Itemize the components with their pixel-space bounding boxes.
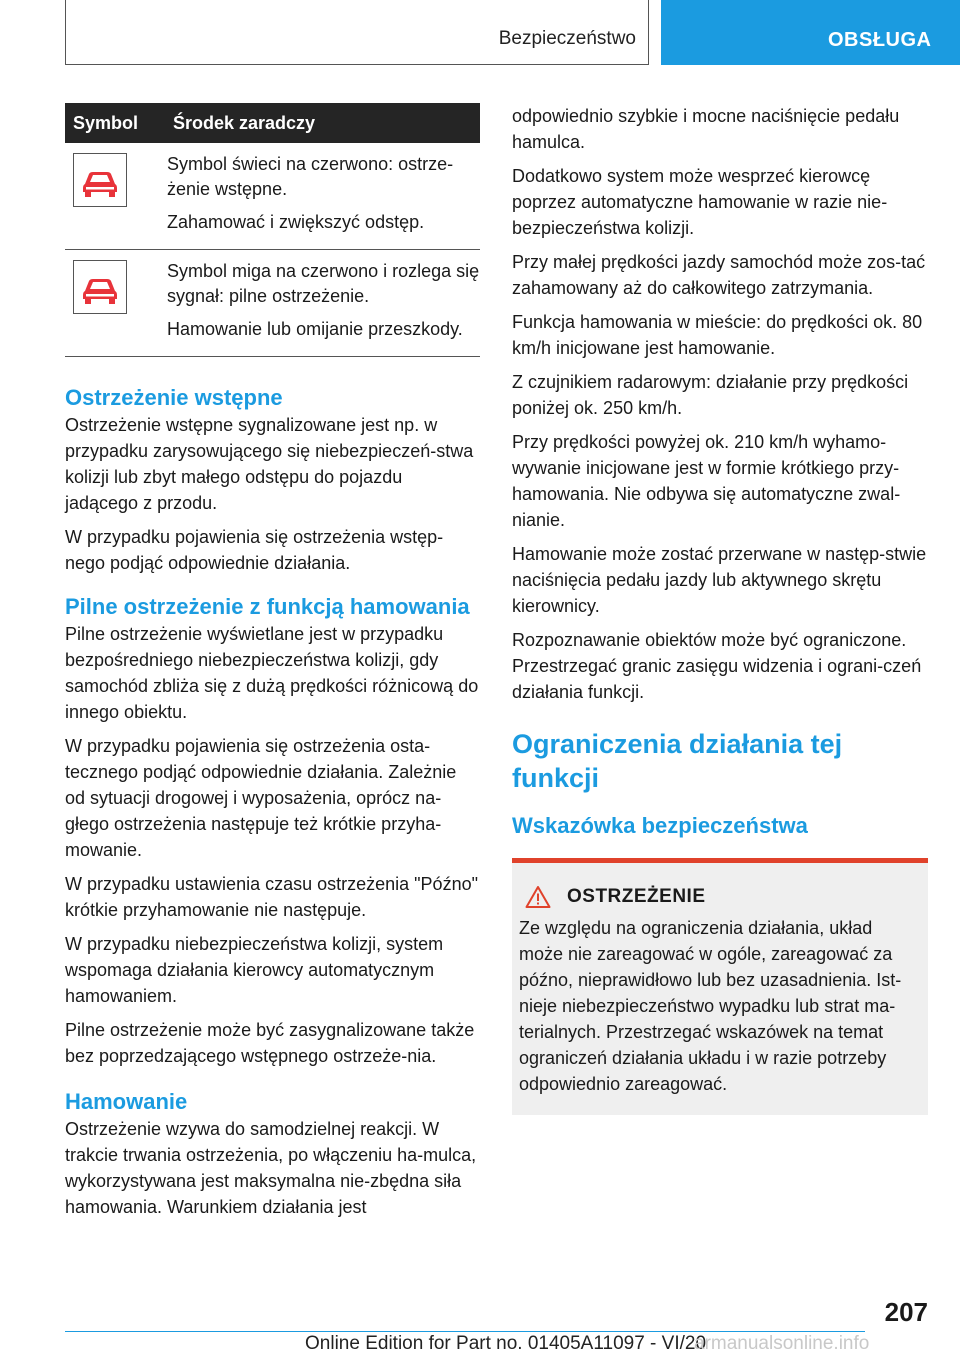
table-cell-action (165, 143, 480, 250)
table-row-text1: Symbol świeci na czerwono: ostrze-żenie wstępne. (167, 154, 454, 199)
table-cell-symbol (65, 143, 165, 250)
table-row-text2: Hamowanie lub omijanie przeszkody. (167, 319, 463, 339)
paragraph: Pilne ostrzeżenie może być zasygnalizowane także bez poprzedzającego wstępnego ostrzeże-nia. (65, 1020, 475, 1066)
table-row (65, 143, 480, 250)
header-section-box (65, 0, 649, 65)
table-row-text1: Symbol miga na czerwono i rozlega się sygnał: pilne ostrzeżenie. (167, 261, 480, 306)
paragraph: W przypadku niebezpieczeństwa kolizji, system wspomaga działania kierowcy automatycznym hamowaniem. (65, 934, 444, 1006)
paragraph: Pilne ostrzeżenie wyświetlane jest w przypadku bezpośredniego niebezpieczeństwa kolizji, gdy samochód zbliża się z dużą prędkości różnicową do innego obiektu. (65, 624, 479, 722)
header-chapter-tab (661, 0, 960, 65)
heading-safety-note: Wskazówka bezpieczeństwa (512, 813, 808, 838)
paragraph: Ostrzeżenie wstępne sygnalizowane jest np. w przypadku zarysowującego się niebezpieczeń-stwa kolizji lub zbyt małego odstępu do pojazdu jadącego z przodu. (65, 415, 474, 513)
paragraph: W przypadku pojawienia się ostrzeżenia wstęp-nego podjąć odpowiednie działania. (65, 527, 444, 573)
right-column (512, 103, 928, 1115)
heading-urgent-warning: Pilne ostrzeżenie z funkcją hamowania (65, 594, 470, 619)
warning-title-row (519, 885, 921, 909)
footer-edition: Online Edition for Part no. 01405A11097 - VI/20 (305, 1333, 707, 1354)
warning-title: OSTRZEŻENIE (567, 886, 706, 907)
paragraph: Dodatkowo system może wesprzeć kierowcę poprzez automatyczne hamowanie w razie nie-bezpieczeństwa kolizji. (512, 166, 888, 238)
symbol-table (65, 103, 480, 357)
paragraph: W przypadku pojawienia się ostrzeżenia osta-tecznego podjąć odpowiednie działania. Zależnie od sytuacji drogowej i wyposażenia, oprócz na-głego ostrzeżenia następuje też krótkie przyha-mowanie. (65, 736, 457, 860)
footer-watermark: armanualsonline.info (694, 1333, 870, 1354)
warning-triangle-icon (525, 885, 551, 909)
car-front-icon (73, 260, 127, 314)
table-header-symbol: Symbol (65, 103, 165, 143)
table-header-row (65, 103, 480, 143)
table-cell-action (165, 250, 480, 357)
table-cell-symbol (65, 250, 165, 357)
paragraph: odpowiednio szybkie i mocne naciśnięcie pedału hamulca. (512, 106, 900, 152)
table-header-action: Środek zaradczy (165, 103, 480, 143)
table-row (65, 250, 480, 357)
heading-prewarning: Ostrzeżenie wstępne (65, 385, 283, 410)
heading-braking: Hamowanie (65, 1089, 188, 1114)
heading-function-limits: Ograniczenia działania tej funkcji (512, 729, 843, 793)
paragraph: Przy prędkości powyżej ok. 210 km/h wyhamo-wywanie inicjowane jest w formie krótkiego przy-hamowania. Nie odbywa się automatyczne zwal-nianie. (512, 432, 901, 530)
warning-box (512, 858, 928, 1115)
table-row-text2: Zahamować i zwiększyć odstęp. (167, 212, 425, 232)
page-number: 207 (884, 1297, 928, 1327)
paragraph: Przy małej prędkości jazdy samochód może zos-tać zahamowany aż do całkowitego zatrzymania. (512, 252, 926, 298)
paragraph: Hamowanie może zostać przerwane w następ-stwie naciśnięcia pedału jazdy lub aktywnego skrętu kierownicy. (512, 544, 927, 616)
footer-divider (65, 1331, 865, 1332)
header-section-title: Bezpieczeństwo (498, 28, 636, 49)
paragraph: Funkcja hamowania w mieście: do prędkości ok. 80 km/h inicjowane jest hamowanie. (512, 312, 923, 358)
header-chapter-title: OBSŁUGA (828, 29, 932, 51)
paragraph: Z czujnikiem radarowym: działanie przy prędkości poniżej ok. 250 km/h. (512, 372, 909, 418)
paragraph: Ostrzeżenie wzywa do samodzielnej reakcji. W trakcie trwania ostrzeżenia, po włączeniu ha-mulca, wykorzystywana jest maksymalna nie-zbędna siła hamowania. Warunkiem działania jest (65, 1119, 477, 1217)
paragraph: W przypadku ustawienia czasu ostrzeżenia "Późno" krótkie przyhamowanie nie następuje. (65, 874, 478, 920)
car-front-icon (73, 153, 127, 207)
warning-text: Ze względu na ograniczenia działania, układ może nie zareagować w ogóle, zareagować za późno, nieprawidłowo lub bez uzasadnienia. Ist-nieje niebezpieczeństwo wypadku lub strat ma-terialnych. Przestrzegać wskazówek na temat ograniczeń działania układu i w razie potrzeby odpowiednio zareagować. (519, 918, 902, 1094)
left-column (65, 103, 480, 1228)
paragraph: Rozpoznawanie obiektów może być ograniczone. Przestrzegać granic zasięgu widzenia i ograni-czeń działania funkcji. (512, 630, 922, 702)
